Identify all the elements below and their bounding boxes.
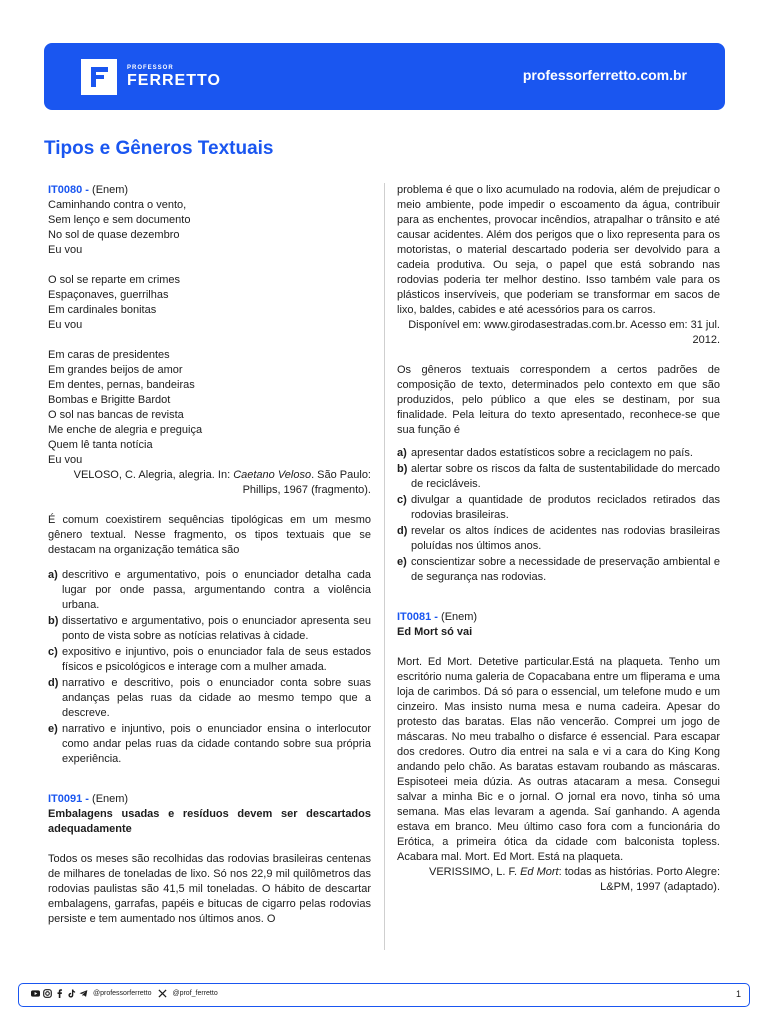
option-text: conscientizar sobre a necessidade de preservação ambiental e de segurança nas rodovias. — [411, 556, 720, 583]
story-citation — [397, 865, 720, 895]
option-d[interactable] — [397, 524, 720, 554]
citation-text: . São Paulo: Phillips, 1967 (fragmento). — [242, 469, 371, 496]
poem-line: O sol nas bancas de revista — [48, 409, 184, 421]
page-number: 1 — [735, 989, 741, 999]
option-letter: a) — [48, 569, 58, 581]
poem-line: Bombas e Brigitte Bardot — [48, 394, 171, 406]
brand-top-text: PROFESSOR — [127, 65, 174, 71]
question-header-it0081 — [397, 610, 720, 625]
citation-italic: Ed Mort — [520, 866, 559, 878]
option-c[interactable] — [48, 645, 371, 675]
youtube-icon[interactable] — [31, 989, 40, 998]
option-letter: c) — [397, 494, 407, 506]
option-letter: d) — [48, 677, 59, 689]
option-letter: e) — [397, 556, 407, 568]
option-text: divulgar a quantidade de produtos reciclados retirados das rodovias brasileiras. — [411, 494, 720, 521]
story-headline: Ed Mort só vai — [397, 626, 473, 638]
poem-line: O sol se reparte em crimes — [48, 274, 181, 286]
question-source: (Enem) — [88, 184, 129, 196]
poem-citation — [48, 468, 371, 498]
citation-text: VELOSO, C. Alegria, alegria. In: — [73, 469, 234, 481]
brand-name: FERRETTO — [127, 72, 221, 89]
option-b[interactable] — [397, 462, 720, 492]
poem-line: Eu vou — [48, 454, 83, 466]
telegram-icon[interactable] — [79, 989, 88, 998]
site-link[interactable]: professorferretto.com.br — [522, 67, 687, 83]
footer-bar — [18, 983, 750, 1007]
question-id: IT0080 - — [48, 184, 89, 196]
option-text: narrativo e descritivo, pois o enunciador conta sobre suas andanças pelas ruas da cidade ao mesmo tempo que a descreve. — [62, 677, 371, 719]
option-text: descritivo e argumentativo, pois o enunciador detalha cada lugar por onde passa, argumentando contra a violência urbana. — [62, 569, 371, 611]
poem-line: No sol de quase dezembro — [48, 229, 180, 241]
poem-line: Eu vou — [48, 319, 83, 331]
article-citation: Disponível em: www.girodasestradas.com.br. Acesso em: 31 jul. 2012. — [408, 319, 720, 346]
poem-line: Caminhando contra o vento, — [48, 199, 187, 211]
option-letter: a) — [397, 447, 407, 459]
poem — [48, 198, 371, 468]
question-header-it0080 — [48, 183, 371, 198]
x-twitter-icon[interactable] — [158, 989, 167, 998]
option-letter: c) — [48, 646, 58, 658]
question-id: IT0081 - — [397, 611, 438, 623]
right-column — [397, 183, 720, 895]
option-text: narrativo e injuntivo, pois o enunciador ensina o interlocutor como andar pelas ruas da cidade contando sobre sua própria experiência. — [62, 723, 371, 765]
instagram-icon[interactable] — [43, 989, 52, 998]
poem-line: Em dentes, pernas, bandeiras — [48, 379, 195, 391]
ferretto-logo-icon — [81, 59, 117, 95]
option-text: alertar sobre os riscos da falta de sustentabilidade do mercado de recicláveis. — [411, 463, 720, 490]
social-links — [31, 989, 222, 998]
citation-text: : todas as histórias. Porto Alegre: L&PM, 1997 (adaptado). — [558, 866, 720, 893]
story-body: Mort. Ed Mort. Detetive particular.Está na plaqueta. Tenho um escritório numa galeria de Copacabana entre um fliperama e uma loja de carimbos. Dá só para o essencial, um telefone mudo e um cinzeiro. Mas insisto numa mesa e numa cadeira. Apesar do protesto das baratas. Elas não vencerão. Comprei um jogo de máscaras. No meu trabalho o disfarce é essencial. Para escapar dos credores. Outro dia entrei na sala e vi a cara do King Kong andando pelo chão. As baratas estavam roubando as máscaras. Espisoteei meia dúzia. As outras atacaram a mesa. Consegui salvar a minha Bic e o jornal. O jornal era novo, tinha só uma semana. Mas elas levaram a agenda. Saí ganhando. A agenda estava em branco. Meu último caso fora com a funcionária do Erótica, a primeira ótica da cidade com balconista topless. Acabara mal. Mort. Ed Mort. Está na plaqueta. — [397, 656, 720, 863]
question-header-it0091 — [48, 792, 371, 807]
citation-text: VERISSIMO, L. F. — [428, 866, 521, 878]
option-e[interactable] — [397, 555, 720, 585]
option-letter: b) — [397, 463, 408, 475]
option-c[interactable] — [397, 493, 720, 523]
question-prompt: É comum coexistirem sequências tipológicas em um mesmo gênero textual. Nesse fragmento, os tipos textuais que se destacam na organização temática são — [48, 514, 371, 556]
article-body-left: Todos os meses são recolhidas das rodovias brasileiras centenas de milhares de toneladas de lixo. Só nos 22,9 mil quilômetros das rodovias paulistas são 41,5 mil toneladas. O hábito de descartar embalagens, garrafas, papéis e bitucas de cigarro pelas rodovias persiste e tem aumentado nos últimos anos. O — [48, 853, 371, 925]
option-e[interactable] — [48, 722, 371, 767]
poem-line: Espaçonaves, guerrilhas — [48, 289, 169, 301]
option-a[interactable] — [397, 446, 720, 461]
option-letter: d) — [397, 525, 408, 537]
option-text: revelar os altos índices de acidentes nas rodovias brasileiras poluídas nos últimos anos. — [411, 525, 720, 552]
option-text: apresentar dados estatísticos sobre a reciclagem no país. — [411, 447, 693, 459]
options-list — [48, 568, 371, 767]
poem-line: Em cardinales bonitas — [48, 304, 157, 316]
citation-italic: Caetano Veloso — [233, 469, 312, 481]
question-source: (Enem) — [437, 611, 478, 623]
facebook-icon[interactable] — [55, 989, 64, 998]
option-text: expositivo e injuntivo, pois o enunciador fala de seus estados físicos e psicológicos e interage com a mulher amada. — [62, 646, 371, 673]
header-banner — [44, 43, 725, 110]
column-divider — [384, 183, 385, 950]
option-letter: b) — [48, 615, 59, 627]
question-prompt: Os gêneros textuais correspondem a certos padrões de composição de texto, determinados pelo contexto em que são produzidos, pelo público a que eles se destinam, por sua finalidade. Pela leitura do texto apresentado, reconhece-se que sua função é — [397, 364, 720, 436]
poem-line: Quem lê tanta notícia — [48, 439, 153, 451]
question-id: IT0091 - — [48, 793, 89, 805]
tiktok-icon[interactable] — [67, 989, 76, 998]
poem-line: Sem lenço e sem documento — [48, 214, 191, 226]
social-handle[interactable]: @prof_ferretto — [172, 990, 218, 997]
option-d[interactable] — [48, 676, 371, 721]
article-headline: Embalagens usadas e resíduos devem ser descartados adequadamente — [48, 808, 371, 835]
social-handle[interactable]: @professorferretto — [93, 990, 152, 997]
option-letter: e) — [48, 723, 58, 735]
option-text: dissertativo e argumentativo, pois o enunciador apresenta seu ponto de vista sobre as notícias relativas à cidade. — [62, 615, 371, 642]
poem-line: Em grandes beijos de amor — [48, 364, 183, 376]
article-body-right: problema é que o lixo acumulado na rodovia, além de prejudicar o meio ambiente, pode impedir o escoamento da água, contribuir para as enchentes, provocar incêndios, atrapalhar o trânsito e até causar acidentes. Além dos perigos que o lixo representa para os motoristas, o material descartado poderia ser devolvido para a cadeia produtiva. Ou seja, o papel que está sobrando nas rodovias poderia ter melhor destino. Isso também vale para os plásticos inservíveis, que poderiam se transformar em sacos de lixo, baldes, cabides e até acessórios para os carros. — [397, 184, 720, 316]
page-title: Tipos e Gêneros Textuais — [44, 138, 274, 159]
options-list — [397, 446, 720, 585]
question-source: (Enem) — [88, 793, 129, 805]
option-b[interactable] — [48, 614, 371, 644]
poem-line: Em caras de presidentes — [48, 349, 170, 361]
poem-line: Eu vou — [48, 244, 83, 256]
left-column — [48, 183, 371, 927]
option-a[interactable] — [48, 568, 371, 613]
poem-line: Me enche de alegria e preguiça — [48, 424, 203, 436]
